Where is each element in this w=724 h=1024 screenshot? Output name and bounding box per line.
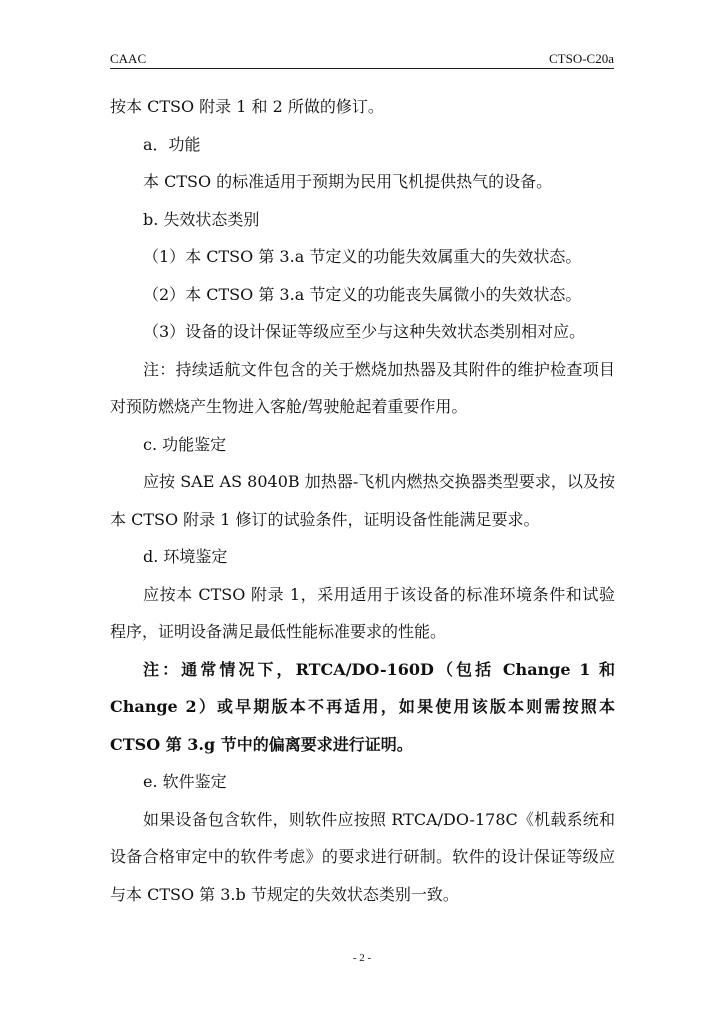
page-header — [110, 50, 614, 68]
document-body — [110, 88, 615, 913]
paragraph: 如果设备包含软件，则软件应按照 RTCA/DO-178C《机载系统和设备合格审定中的软件考虑》的要求进行研制。软件的设计保证等级应与本 CTSO 第 3.b 节规定的失效状态类别一致。 — [110, 809, 615, 904]
section-heading-function: a．功能 — [143, 134, 201, 154]
list-item: （3）设备的设计保证等级应至少与这种失效状态类别相对应。 — [143, 322, 586, 341]
section-heading-environmental-qualification: d. 环境鉴定 — [143, 547, 228, 566]
bold-note-paragraph: 注：通常情况下，RTCA/DO-160D（包括 Change 1 和 Change 2）或早期版本不再适用，如果使用该版本则需按照本 CTSO 第 3.g 节中的偏离要求进行证明。 — [110, 659, 615, 754]
section-heading-functional-qualification: c. 功能鉴定 — [143, 434, 227, 454]
list-item: （2）本 CTSO 第 3.a 节定义的功能丧失属微小的失效状态。 — [143, 284, 582, 304]
paragraph: 按本 CTSO 附录 1 和 2 所做的修订。 — [110, 97, 384, 116]
list-item: （1）本 CTSO 第 3.a 节定义的功能失效属重大的失效状态。 — [143, 247, 582, 266]
header-divider — [110, 68, 614, 69]
header-document-id: CTSO-C20a — [549, 51, 614, 66]
section-heading-software-qualification: e. 软件鉴定 — [143, 772, 227, 791]
paragraph: 应按 SAE AS 8040B 加热器-飞机内燃热交换器类型要求，以及按本 CTSO 附录 1 修订的试验条件，证明设备性能满足要求。 — [110, 472, 615, 529]
paragraph: 本 CTSO 的标准适用于预期为民用飞机提供热气的设备。 — [143, 172, 553, 191]
note-paragraph: 注：持续适航文件包含的关于燃烧加热器及其附件的维护检查项目对预防燃烧产生物进入客舱/驾驶舱起着重要作用。 — [110, 359, 615, 416]
page-number: - 2 - — [352, 952, 372, 964]
paragraph: 应按本 CTSO 附录 1，采用适用于该设备的标准环境条件和试验程序，证明设备满足最低性能标准要求的性能。 — [110, 584, 615, 641]
section-heading-failure-condition: b. 失效状态类别 — [143, 209, 260, 229]
header-organization: CAAC — [110, 51, 147, 66]
